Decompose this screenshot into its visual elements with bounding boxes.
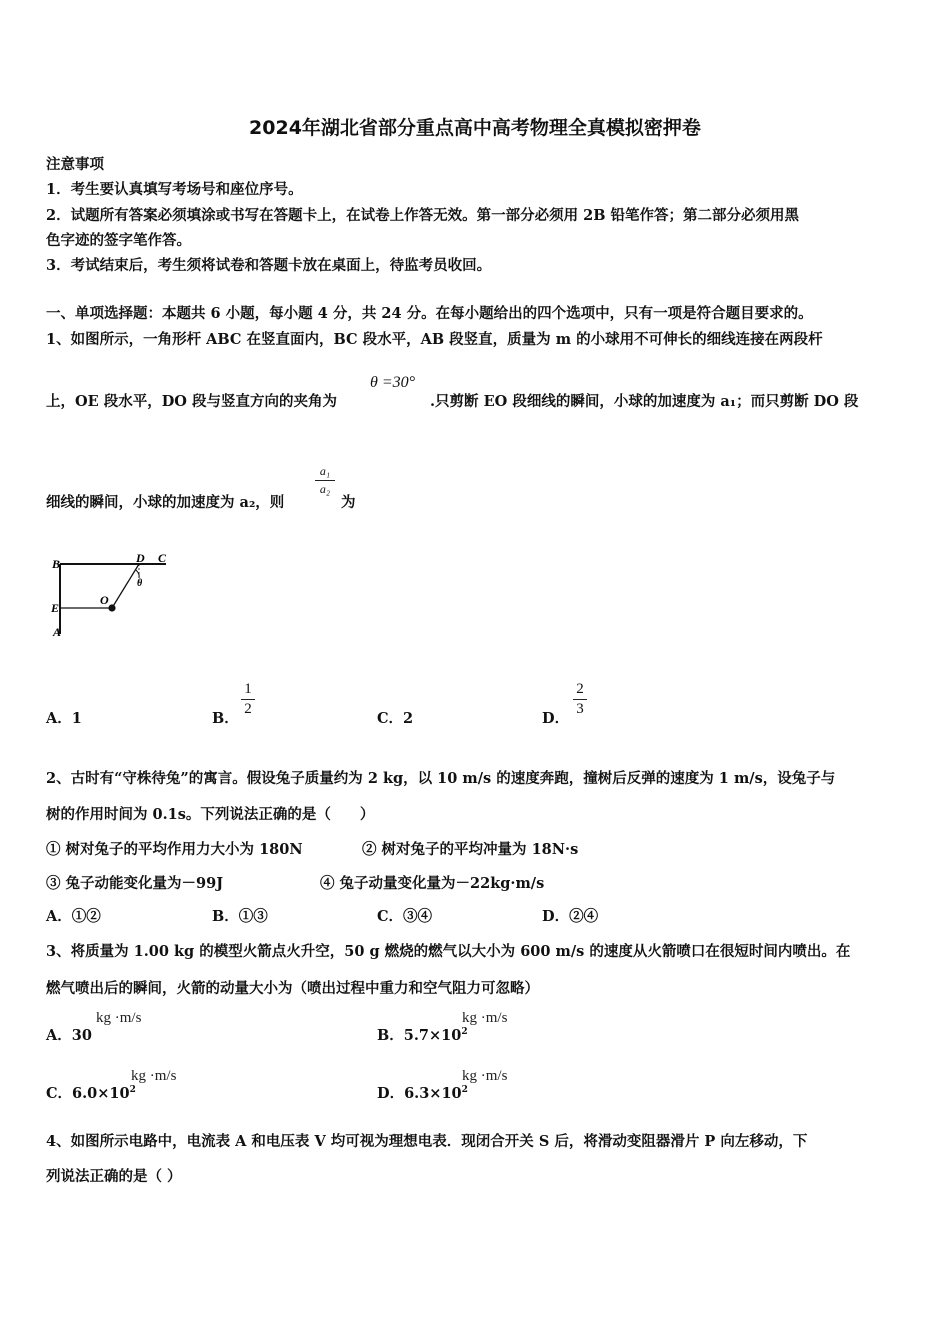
q3-option-c-exponent: 2	[129, 1085, 136, 1096]
q1-theta-value: θ =30°	[370, 374, 416, 391]
q1-line-2a: 上，OE 段水平，DO 段与竖直方向的夹角为	[46, 393, 337, 410]
q2-option-b: B．①③	[212, 908, 268, 925]
q3-option-c-unit: kg ·m/s	[131, 1068, 177, 1084]
q2-statement-2: ② 树对兔子的平均冲量为 18N·s	[362, 841, 579, 858]
q3-option-c	[46, 1082, 136, 1103]
q1-option-a: A．1	[46, 710, 82, 727]
q3-option-c-value: C．6.0×10	[46, 1085, 130, 1102]
label-o: O	[100, 593, 109, 607]
q3-line-2: 燃气喷出后的瞬间，火箭的动量大小为（喷出过程中重力和空气阻力可忽略）	[46, 980, 539, 997]
q2-option-a: A．①②	[46, 908, 101, 925]
notice-item-1: 1．考生要认真填写考场号和座位序号。	[46, 181, 303, 198]
q2-statement-1: ① 树对兔子的平均作用力大小为 180N	[46, 841, 303, 858]
q1-option-b-num: 1	[244, 681, 252, 697]
q1-line-3b: 为	[341, 494, 356, 511]
q2-line-1: 2、古时有“守株待兔”的寓言。假设兔子质量约为 2 kg，以 10 m/s 的速度奔跑，撞树后反弹的速度为 1 m/s，设兔子与	[46, 770, 836, 787]
q1-ratio-numerator: a₁	[319, 464, 331, 478]
q1-line-3a: 细线的瞬间，小球的加速度为 a₂，则	[46, 494, 285, 511]
q2-line-2: 树的作用时间为 0.1s。下列说法正确的是（ ）	[46, 806, 375, 823]
q1-figure	[48, 550, 178, 642]
notice-item-3: 3．考试结束后，考生须将试卷和答题卡放在桌面上，待监考员收回。	[46, 257, 492, 274]
q1-option-d-fraction	[573, 681, 587, 718]
q3-option-d-unit: kg ·m/s	[462, 1068, 508, 1084]
q2-statement-3: ③ 兔子动能变化量为－99J	[46, 875, 224, 892]
q3-option-d-value: D．6.3×10	[377, 1085, 462, 1102]
q1-ratio-denominator: a₂	[319, 482, 331, 496]
string-do	[112, 564, 139, 608]
q3-option-b-exponent: 2	[461, 1027, 468, 1038]
q3-option-b	[377, 1024, 468, 1045]
q3-line-1: 3、将质量为 1.00 kg 的模型火箭点火升空，50 g 燃烧的燃气以大小为 600 m/s 的速度从火箭喷口在很短时间内喷出。在	[46, 943, 851, 960]
q1-option-d-num: 2	[576, 681, 584, 697]
notice-item-2: 2．试题所有答案必须填涂或书写在答题卡上，在试卷上作答无效。第一部分必须用 2B 铅笔作答；第二部分必须用黑	[46, 207, 800, 224]
label-c: C	[158, 551, 167, 565]
q3-option-a: A．30	[46, 1027, 92, 1044]
q4-line-2: 列说法正确的是（ ）	[46, 1168, 182, 1185]
q1-option-b-fraction	[241, 681, 255, 718]
notice-heading: 注意事项	[46, 156, 104, 173]
q3-option-d	[377, 1082, 468, 1103]
q1-line-2b: .只剪断 EO 段细线的瞬间，小球的加速度为 a₁；而只剪断 DO 段	[430, 393, 859, 410]
q1-option-b-label: B．	[212, 710, 239, 727]
q1-option-c: C．2	[377, 710, 414, 727]
q3-option-b-unit: kg ·m/s	[462, 1010, 508, 1026]
q1-option-d-label: D．	[542, 710, 570, 727]
q4-line-1: 4、如图所示电路中，电流表 A 和电压表 V 均可视为理想电表．现闭合开关 S 后，将滑动变阻器滑片 P 向左移动，下	[46, 1133, 808, 1150]
label-a: A	[53, 625, 62, 639]
ball	[108, 604, 115, 611]
q2-option-d: D．②④	[542, 908, 599, 925]
page-title: 2024年湖北省部分重点高中高考物理全真模拟密押卷	[249, 117, 701, 139]
q1-option-d-den: 3	[576, 701, 584, 717]
q3-option-a-unit: kg ·m/s	[96, 1010, 142, 1026]
label-d: D	[136, 551, 145, 565]
q1-line-1: 1、如图所示，一角形杆 ABC 在竖直面内，BC 段水平，AB 段竖直，质量为 m 的小球用不可伸长的细线连接在两段杆	[46, 331, 823, 348]
notice-item-2-cont: 色字迹的签字笔作答。	[46, 232, 191, 249]
label-b: B	[52, 557, 61, 571]
label-e: E	[51, 601, 60, 615]
q3-option-b-value: B．5.7×10	[377, 1027, 462, 1044]
label-theta: θ	[137, 578, 143, 589]
q2-option-c: C．③④	[377, 908, 433, 925]
q1-option-b-den: 2	[244, 701, 252, 717]
q2-statement-4: ④ 兔子动量变化量为－22kg·m/s	[320, 875, 545, 892]
q3-option-d-exponent: 2	[461, 1085, 468, 1096]
q1-ratio-fraction	[315, 464, 335, 497]
section-heading: 一、单项选择题：本题共 6 小题，每小题 4 分，共 24 分。在每小题给出的四个选项中，只有一项是符合题目要求的。	[46, 305, 813, 322]
